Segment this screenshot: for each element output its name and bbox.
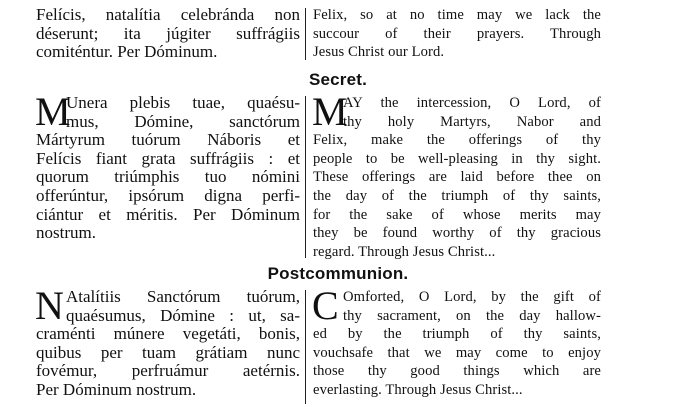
postcommunion-english-column (312, 283, 601, 400)
latin-line: comiténtur. Per Dóminum. (36, 42, 218, 62)
postcommunion-latin-column (35, 283, 300, 400)
latin-line: Unera plebis tuae, quaésu- (66, 93, 300, 112)
postcommunion-heading: Postcommunion. (267, 264, 409, 283)
column-divider (305, 96, 306, 258)
english-line: regard. Through Jesus Christ... (313, 243, 496, 260)
drop-cap: M (35, 89, 71, 134)
secret-heading: Secret. (308, 70, 368, 89)
english-line: These offerings are laid before thee on (313, 169, 601, 186)
postcommunion-section (0, 283, 676, 404)
latin-line: quaésumus, Dómine : ut, sa- (66, 305, 300, 325)
english-line: people to be well-pleasing in thy sight. (313, 150, 601, 167)
top-latin-column (36, 6, 300, 62)
drop-cap: N (35, 283, 64, 328)
latin-line: fovémur, perfruámur aetérnis. (36, 361, 300, 381)
english-line: the day of the triumph of thy saints, (313, 187, 601, 204)
english-line: those thy good things which are (313, 363, 601, 380)
latin-line: Mártyrum tuórum Náboris et (36, 130, 300, 150)
top-continuation (0, 6, 676, 62)
drop-cap: M (312, 89, 348, 134)
latin-line: craménti múnere vegetáti, bonis, (36, 324, 300, 344)
latin-line: quibus per tuam grátiam nunc (36, 342, 300, 362)
latin-line: Felícis, natalítia celebránda non (36, 5, 300, 24)
english-line: they be found worthy of thy gracious (313, 225, 601, 242)
secret-latin-column (35, 89, 300, 243)
english-line: Felix, make the offerings of thy (313, 132, 601, 149)
latin-line: nostrum. (36, 223, 96, 243)
latin-line: déserunt; ita júgiter suffrágiis (36, 23, 300, 43)
drop-cap: C (312, 283, 339, 328)
english-line: succour of their prayers. Through (313, 25, 601, 42)
english-line: for the sake of whose merits may (313, 206, 601, 223)
column-divider (305, 8, 306, 60)
english-line: Jesus Christ our Lord. (313, 44, 445, 61)
latin-line: offerúntur, ipsórum digna perfi- (36, 185, 300, 205)
secret-section (0, 89, 676, 264)
latin-line: Atalítiis Sanctórum tuórum, (66, 287, 300, 306)
english-line: Omforted, O Lord, by the gift of (343, 289, 601, 305)
top-english-column (313, 6, 601, 62)
secret-english-column (312, 89, 601, 261)
english-line: ed by the triumph of thy saints, (313, 326, 601, 343)
latin-line: Felícis fiant grata suffrágiis : et (36, 148, 300, 168)
english-line: thy holy Martyrs, Nabor and (343, 113, 601, 130)
latin-line: ciántur et méritis. Per Dóminum (36, 204, 300, 224)
latin-line: Per Dóminum nostrum. (36, 379, 197, 399)
english-line: vouchsafe that we may come to enjoy (313, 344, 601, 361)
english-line: everlasting. Through Jesus Christ... (313, 381, 523, 398)
english-line: Felix, so at no time may we lack the (313, 7, 601, 23)
english-line: AY the intercession, O Lord, of (343, 95, 601, 111)
latin-line: quorum triúmphis tuo nómini (36, 167, 300, 187)
english-line: thy sacrament, on the day hallow- (343, 307, 601, 324)
column-divider (305, 290, 306, 404)
latin-line: mus, Dómine, sanctórum (66, 111, 300, 131)
